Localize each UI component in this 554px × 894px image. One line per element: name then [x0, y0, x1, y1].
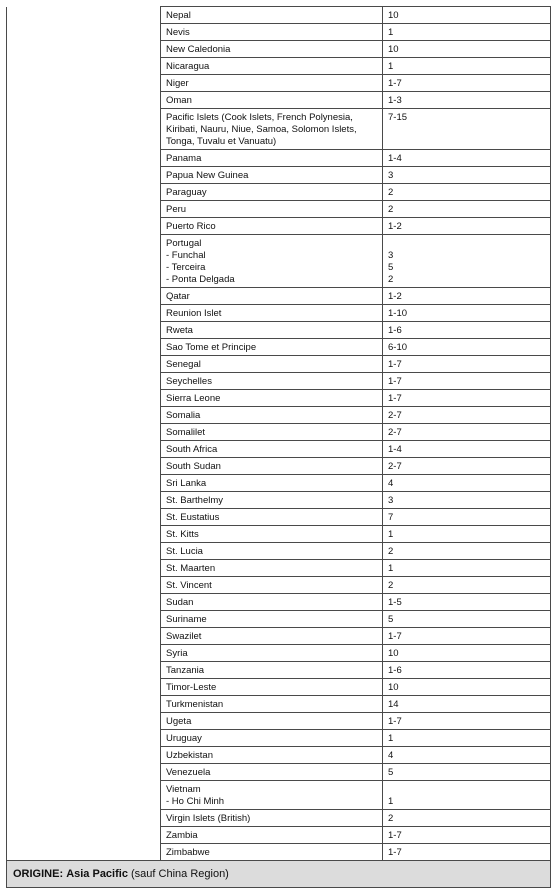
value-cell [383, 41, 551, 58]
country-cell [161, 747, 383, 764]
country-line: Rweta [166, 325, 193, 336]
value-line: 1-10 [388, 308, 408, 319]
country-line: Seychelles [166, 376, 212, 387]
country-cell [161, 24, 383, 41]
country-line: St. Vincent [166, 580, 212, 591]
country-cell [161, 218, 383, 235]
country-cell [161, 827, 383, 844]
value-cell [383, 424, 551, 441]
country-line: St. Lucia [166, 546, 203, 557]
value-line [388, 238, 545, 250]
value-line: 1-7 [388, 393, 402, 404]
country-line: Tanzania [166, 665, 205, 676]
value-line: 3 [388, 250, 394, 261]
country-cell [161, 458, 383, 475]
country-cell [161, 373, 383, 390]
value-line: 1 [388, 27, 394, 38]
country-line: Kiribati, Nauru, Niue, Samoa, Solomon Islets, [166, 124, 357, 135]
value-line: 2-7 [388, 427, 402, 438]
country-cell [161, 424, 383, 441]
country-line: Virgin Islets (British) [166, 813, 251, 824]
value-cell [383, 560, 551, 577]
value-line: 4 [388, 478, 394, 489]
value-cell [383, 75, 551, 92]
country-line: Nicaragua [166, 61, 210, 72]
country-line: Sierra Leone [166, 393, 221, 404]
country-cell [161, 764, 383, 781]
country-cell [161, 560, 383, 577]
country-line: Somalia [166, 410, 201, 421]
value-line: 1-7 [388, 359, 402, 370]
value-cell [383, 92, 551, 109]
value-cell [383, 577, 551, 594]
country-line: - Funchal [166, 250, 206, 261]
country-cell [161, 58, 383, 75]
value-cell [383, 305, 551, 322]
country-line: Sri Lanka [166, 478, 207, 489]
country-line: Syria [166, 648, 188, 659]
value-cell [383, 390, 551, 407]
country-line: St. Eustatius [166, 512, 220, 523]
country-line: New Caledonia [166, 44, 231, 55]
value-line: 2-7 [388, 410, 402, 421]
country-cell [161, 322, 383, 339]
value-cell [383, 696, 551, 713]
country-line: Nepal [166, 10, 191, 21]
value-line: 2-7 [388, 461, 402, 472]
value-cell [383, 781, 551, 810]
country-cell [161, 492, 383, 509]
value-line: 1-7 [388, 78, 402, 89]
origin-label: ORIGINE: [13, 868, 64, 880]
value-cell [383, 458, 551, 475]
country-line: Papua New Guinea [166, 170, 249, 181]
country-cell [161, 41, 383, 58]
country-line: Turkmenistan [166, 699, 224, 710]
value-line: 7-15 [388, 112, 408, 123]
value-line: 1-6 [388, 665, 402, 676]
country-line: - Terceira [166, 262, 206, 273]
value-line: 1-7 [388, 847, 402, 858]
value-line: 1-7 [388, 716, 402, 727]
country-cell [161, 201, 383, 218]
value-cell [383, 109, 551, 150]
value-cell [383, 526, 551, 543]
country-line: Timor-Leste [166, 682, 217, 693]
value-line: 1 [388, 796, 394, 807]
country-cell [161, 594, 383, 611]
value-line: 5 [388, 262, 394, 273]
country-cell [161, 109, 383, 150]
value-cell [383, 218, 551, 235]
value-cell [383, 747, 551, 764]
value-cell [383, 844, 551, 861]
country-cell [161, 730, 383, 747]
value-line: 7 [388, 512, 394, 523]
country-line: - Ho Chi Minh [166, 796, 225, 807]
value-line: 10 [388, 44, 399, 55]
value-cell [383, 356, 551, 373]
country-cell [161, 577, 383, 594]
country-line: Sao Tome et Principe [166, 342, 257, 353]
country-cell [161, 356, 383, 373]
country-cell [161, 475, 383, 492]
value-line: 2 [388, 187, 394, 198]
value-line: 1-7 [388, 830, 402, 841]
country-cell [161, 390, 383, 407]
value-cell [383, 288, 551, 305]
value-cell [383, 730, 551, 747]
value-cell [383, 611, 551, 628]
value-line: 4 [388, 750, 394, 761]
origin-row [7, 861, 551, 888]
country-line: South Sudan [166, 461, 221, 472]
value-line: 2 [388, 580, 394, 591]
value-cell [383, 645, 551, 662]
country-line: Panama [166, 153, 202, 164]
country-line: Vietnam [166, 784, 201, 795]
country-line: Somalilet [166, 427, 206, 438]
value-cell [383, 441, 551, 458]
value-line: 1-7 [388, 631, 402, 642]
country-cell [161, 844, 383, 861]
country-line: Puerto Rico [166, 221, 216, 232]
value-line: 10 [388, 10, 399, 21]
value-line: 2 [388, 204, 394, 215]
value-line: 6-10 [388, 342, 408, 353]
value-cell [383, 475, 551, 492]
country-line: Nevis [166, 27, 190, 38]
value-line: 1 [388, 563, 394, 574]
value-cell [383, 167, 551, 184]
origin-note: (sauf China Region) [131, 868, 229, 880]
country-cell [161, 305, 383, 322]
value-line: 3 [388, 495, 394, 506]
country-line: Uzbekistan [166, 750, 213, 761]
country-line: South Africa [166, 444, 218, 455]
country-cell [161, 184, 383, 201]
country-line: St. Barthelmy [166, 495, 224, 506]
value-line: 1-2 [388, 291, 402, 302]
value-cell [383, 201, 551, 218]
country-cell [161, 810, 383, 827]
country-cell [161, 235, 383, 288]
value-cell [383, 662, 551, 679]
origin-region: Asia Pacific [66, 868, 128, 880]
country-line: - Ponta Delgada [166, 274, 235, 285]
country-cell [161, 150, 383, 167]
value-line: 1 [388, 733, 394, 744]
country-line: St. Maarten [166, 563, 216, 574]
country-line: Venezuela [166, 767, 211, 778]
country-cell [161, 509, 383, 526]
country-line: Sudan [166, 597, 194, 608]
table-row [7, 7, 551, 24]
country-line: Senegal [166, 359, 201, 370]
value-cell [383, 509, 551, 526]
country-cell [161, 611, 383, 628]
country-line: Uruguay [166, 733, 202, 744]
value-line: 2 [388, 274, 394, 285]
value-line: 10 [388, 648, 399, 659]
country-cell [161, 696, 383, 713]
value-line: 1 [388, 529, 394, 540]
blank-column-cell [7, 7, 161, 861]
value-cell [383, 150, 551, 167]
value-cell [383, 407, 551, 424]
country-line: Reunion Islet [166, 308, 222, 319]
value-cell [383, 679, 551, 696]
value-line: 1-7 [388, 376, 402, 387]
value-line: 14 [388, 699, 399, 710]
country-line: Zimbabwe [166, 847, 210, 858]
country-line: Peru [166, 204, 187, 215]
country-cell [161, 781, 383, 810]
country-line: Tonga, Tuvalu et Vanuatu) [166, 136, 277, 147]
country-line: Zambia [166, 830, 198, 841]
value-line: 1-4 [388, 153, 402, 164]
country-line: Pacific Islets (Cook Islets, French Polynesia, [166, 112, 353, 123]
value-line: 2 [388, 813, 394, 824]
country-line: St. Kitts [166, 529, 199, 540]
country-cell [161, 441, 383, 458]
country-cell [161, 407, 383, 424]
country-line: Niger [166, 78, 189, 89]
value-cell [383, 810, 551, 827]
value-line: 1-3 [388, 95, 402, 106]
value-cell [383, 373, 551, 390]
country-cell [161, 288, 383, 305]
country-cell [161, 679, 383, 696]
value-cell [383, 322, 551, 339]
country-line: Ugeta [166, 716, 192, 727]
value-cell [383, 492, 551, 509]
country-line: Qatar [166, 291, 190, 302]
country-cell [161, 167, 383, 184]
value-line: 1-5 [388, 597, 402, 608]
value-cell [383, 713, 551, 730]
value-cell [383, 543, 551, 560]
country-line: Portugal [166, 238, 202, 249]
value-cell [383, 594, 551, 611]
value-cell [383, 184, 551, 201]
country-line: Suriname [166, 614, 207, 625]
value-line: 5 [388, 767, 394, 778]
origin-table [6, 6, 551, 888]
value-cell [383, 7, 551, 24]
country-cell [161, 339, 383, 356]
value-cell [383, 764, 551, 781]
value-cell [383, 628, 551, 645]
country-cell [161, 92, 383, 109]
value-cell [383, 339, 551, 356]
country-cell [161, 628, 383, 645]
value-line: 1-2 [388, 221, 402, 232]
origin-cell [7, 861, 551, 888]
table-body [7, 7, 551, 861]
value-line: 2 [388, 546, 394, 557]
value-line: 1 [388, 61, 394, 72]
value-line: 3 [388, 170, 394, 181]
country-cell [161, 662, 383, 679]
value-cell [383, 235, 551, 288]
value-cell [383, 827, 551, 844]
country-line: Oman [166, 95, 192, 106]
value-cell [383, 24, 551, 41]
country-cell [161, 75, 383, 92]
country-cell [161, 645, 383, 662]
country-cell [161, 526, 383, 543]
country-line: Swazilet [166, 631, 202, 642]
country-cell [161, 713, 383, 730]
value-line: 1-4 [388, 444, 402, 455]
value-line: 10 [388, 682, 399, 693]
country-line: Paraguay [166, 187, 207, 198]
value-line: 1-6 [388, 325, 402, 336]
value-line [388, 784, 545, 796]
value-line: 5 [388, 614, 394, 625]
country-cell [161, 7, 383, 24]
country-cell [161, 543, 383, 560]
value-cell [383, 58, 551, 75]
